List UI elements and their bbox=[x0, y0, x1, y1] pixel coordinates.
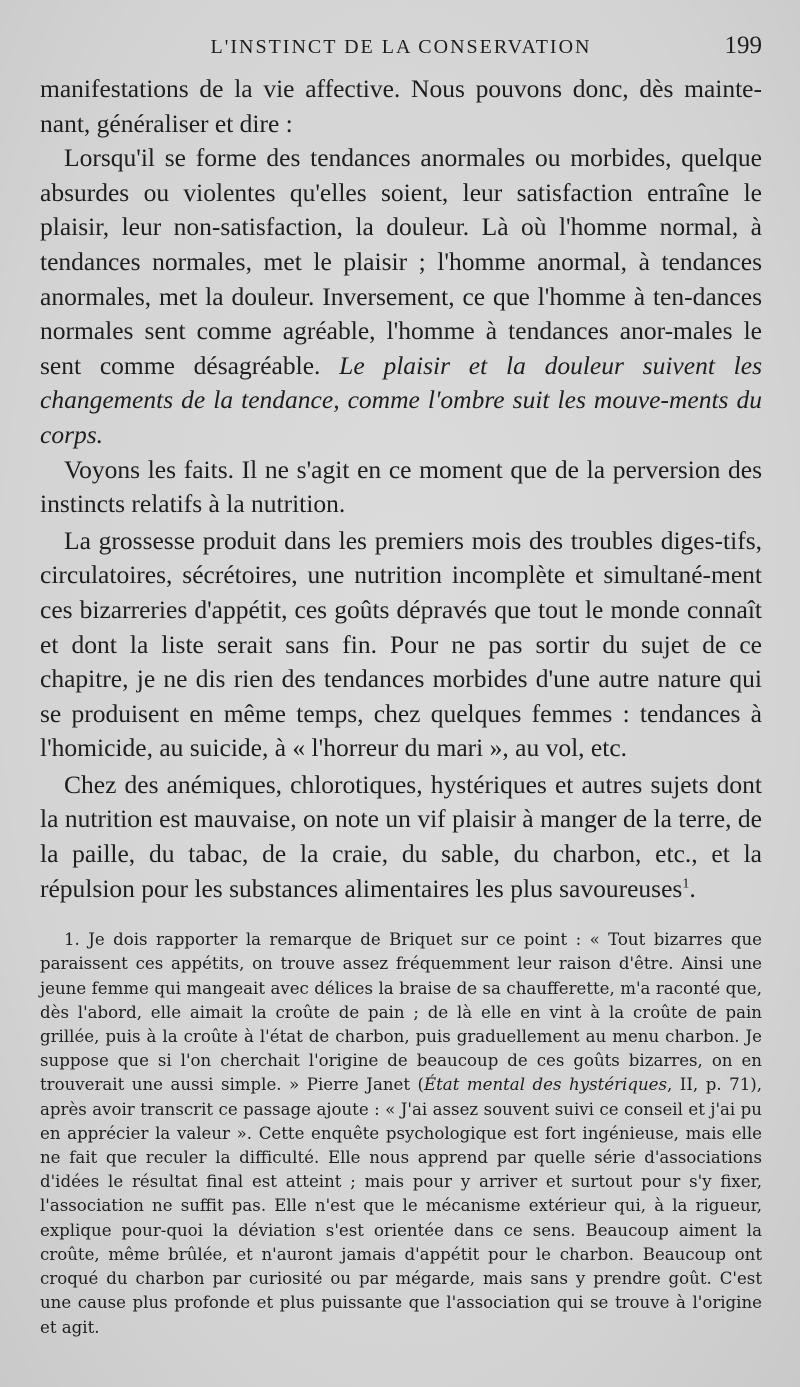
footnote bbox=[40, 928, 762, 1339]
page-number: 199 bbox=[724, 32, 762, 59]
paragraph-2 bbox=[40, 141, 762, 452]
paragraph-5-text: Chez des anémiques, chlorotiques, hystériques et autres sujets dont la nutrition est mauvaise, on note un vif plaisir à manger de la terre, de la paille, du tabac, de la craie, du sable, du charbon, etc., et la répulsion pour les substances alimentaires les plus savoureuses bbox=[40, 769, 762, 903]
paragraph-4: La grossesse produit dans les premiers mois des troubles diges-tifs, circulatoires, sécrétoires, une nutrition incomplète et simultané-ment ces bizarreries d'appétit, ces goûts dépravés que tout le monde connaît et dont la liste serait sans fin. Pour ne pas sortir du sujet de ce chapitre, je ne dis rien des tendances morbides d'une autre nature qui se produisent en même temps, chez quelques femmes : tendances à l'homicide, au suicide, à « l'horreur du mari », au vol, etc. bbox=[40, 525, 762, 763]
footnote-reference: 1 bbox=[682, 876, 690, 892]
paragraph-3: Voyons les faits. Il ne s'agit en ce moment que de la perversion des instincts relatifs à la nutrition. bbox=[40, 454, 762, 519]
footnote-book-title: État mental des hystériques bbox=[424, 1075, 667, 1095]
footnote-text-1: 1. Je dois rapporter la remarque de Briquet sur ce point : « Tout bizarres que paraissent ces appétits, on trouve assez fréquemment leur raison d'être. Ainsi une jeune femme qui mangeait avec délices la braise de sa chaufferette, m'a raconté que, dès l'abord, elle aimait la croûte de pain ; de là elle en vint à la croûte de pain grillée, puis à la croûte à l'état de charbon, puis graduellement au menu charbon. Je suppose que si l'on cherchait l'origine de beaucoup de ces goûts bizarres, on en trouverait une aussi simple. » Pierre Janet ( bbox=[40, 930, 762, 1095]
running-head bbox=[40, 28, 762, 72]
running-title: L'INSTINCT DE LA CONSERVATION bbox=[210, 36, 592, 58]
paragraph-5-end: . bbox=[689, 873, 696, 903]
footnote-text-2: , II, p. 71), après avoir transcrit ce passage ajoute : « J'ai assez souvent suivi ce conseil et j'ai pu en apprécier la valeur ». Cette enquête psychologique est fort ingénieuse, mais elle ne fait que reculer la difficulté. Elle nous apprend par quelle série d'associations d'idées le résultat final est atteint ; mais pour y arriver et surtout pour s'y fixer, l'association ne suffit pas. Elle n'est que le mécanisme extérieur qui, à la rigueur, explique pour-quoi la déviation s'est orientée dans ce sens. Beaucoup aiment la croûte, même brûlée, et n'auront jamais d'appétit pour le charbon. Beaucoup ont croqué du charbon par curiosité ou par mégarde, mais sans y prendre goût. C'est une cause plus profonde et plus puissante que l'association qui se trouve à l'origine et agit. bbox=[40, 1075, 762, 1337]
paragraph-5 bbox=[40, 768, 762, 906]
main-text bbox=[40, 72, 762, 906]
paragraph-2-italic: Le plaisir et la douleur suivent les changements de la tendance, comme l'ombre suit les mouve-ments du corps. bbox=[40, 350, 762, 449]
paragraph-1: manifestations de la vie affective. Nous pouvons donc, dès mainte-nant, généraliser et dire : bbox=[40, 74, 762, 138]
paragraph-2-text: Lorsqu'il se forme des tendances anormales ou morbides, quelque absurdes ou violentes qu'elles soient, leur satisfaction entraîne le plaisir, leur non-satisfaction, la douleur. Là où l'homme normal, à tendances normales, met le plaisir ; l'homme anormal, à tendances anormales, met la douleur. Inversement, ce que l'homme à ten-dances normales sent comme agréable, l'homme à tendances anor-males le sent comme désagréable. bbox=[40, 143, 762, 380]
